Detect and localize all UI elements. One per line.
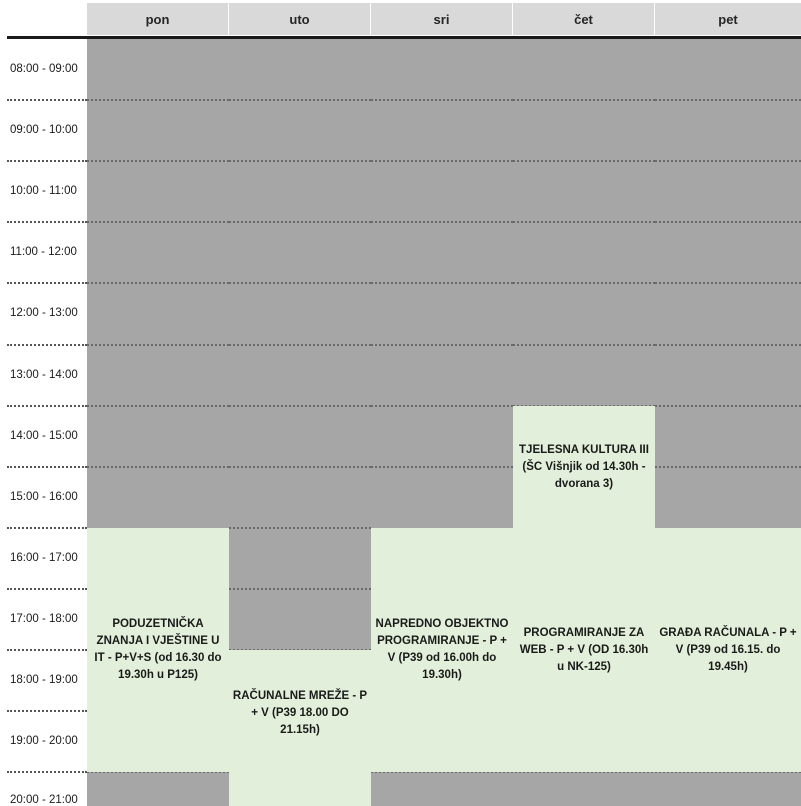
free-slot-sri-pet-evening bbox=[371, 772, 801, 806]
time-label: 11:00 - 12:00 bbox=[10, 246, 77, 258]
time-label: 19:00 - 20:00 bbox=[10, 735, 78, 747]
day-header-sri: sri bbox=[371, 3, 513, 35]
time-label: 09:00 - 10:00 bbox=[10, 124, 78, 136]
free-slot-pon-evening bbox=[87, 772, 229, 806]
time-label: 08:00 - 09:00 bbox=[10, 63, 78, 75]
day-header-pet: pet bbox=[655, 3, 801, 35]
day-header-uto: uto bbox=[229, 3, 371, 35]
class-block-web[interactable]: PROGRAMIRANJE ZA WEB - P + V (OD 16.30h u NK-125) bbox=[513, 528, 655, 772]
class-block-racunalne-mreze[interactable]: RAČUNALNE MREŽE - P + V (P39 18.00 DO 21.15h) bbox=[229, 650, 371, 806]
day-header-pon: pon bbox=[87, 3, 229, 35]
time-label: 10:00 - 11:00 bbox=[10, 185, 77, 197]
time-label: 17:00 - 18:00 bbox=[10, 613, 78, 625]
time-label: 16:00 - 17:00 bbox=[10, 552, 78, 564]
time-label: 13:00 - 14:00 bbox=[10, 369, 78, 381]
time-label: 14:00 - 15:00 bbox=[10, 430, 78, 442]
time-label: 18:00 - 19:00 bbox=[10, 674, 78, 686]
time-label: 15:00 - 16:00 bbox=[10, 491, 78, 503]
class-block-poduzetnicka[interactable]: PODUZETNIČKA ZNANJA I VJEŠTINE U IT - P+V+S (od 16.30 do 19.30h u P125) bbox=[87, 528, 229, 772]
class-block-napredno[interactable]: NAPREDNO OBJEKTNO PROGRAMIRANJE - P + V (P39 od 16.00h do 19.30h) bbox=[371, 528, 513, 772]
class-block-gradja[interactable]: GRAĐA RAČUNALA - P + V (P39 od 16.15. do 19.45h) bbox=[655, 528, 801, 772]
day-header-cet: čet bbox=[513, 3, 655, 35]
class-block-tjelesna[interactable]: TJELESNA KULTURA III (ŠC Višnjik od 14.30h - dvorana 3) bbox=[513, 406, 655, 528]
time-label: 12:00 - 13:00 bbox=[10, 307, 78, 319]
time-label: 20:00 - 21:00 bbox=[10, 794, 78, 806]
